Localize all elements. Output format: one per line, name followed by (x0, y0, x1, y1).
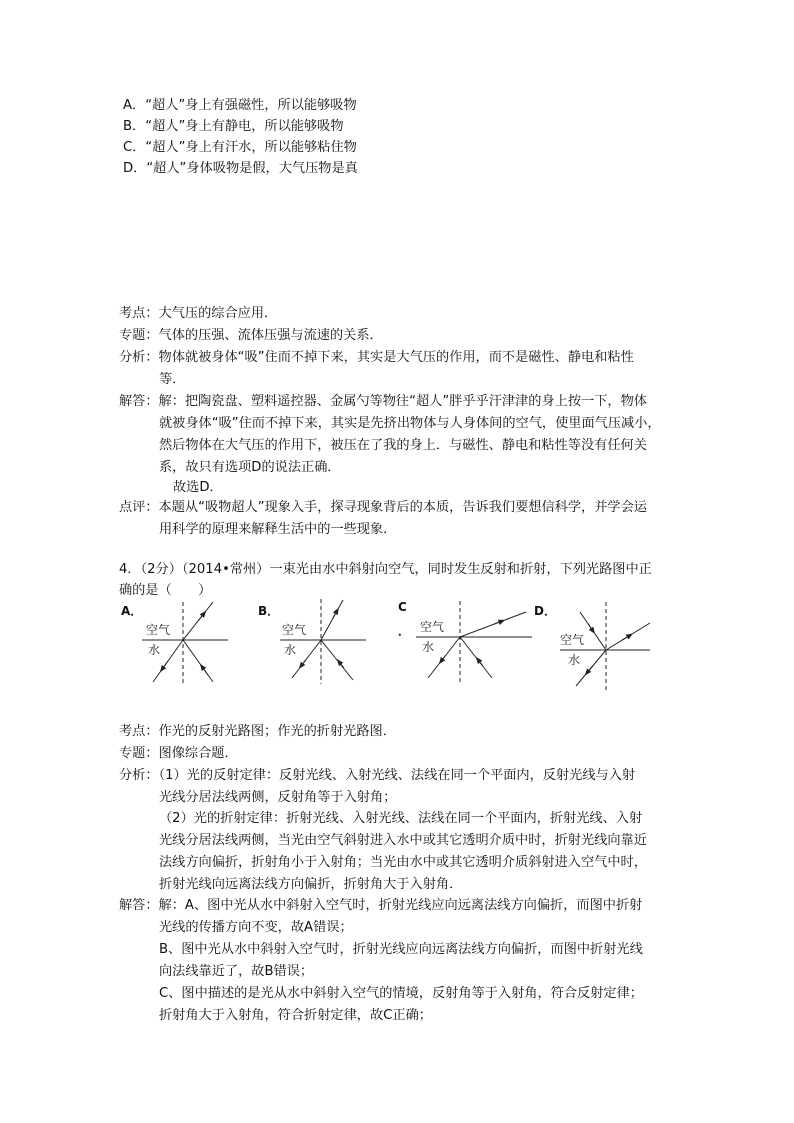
q3-jieda-line4: 系，故只有选项D的说法正确． (159, 460, 341, 475)
diagram-b-label: B． (258, 604, 280, 618)
air-label: 空气 (420, 620, 445, 634)
q4-fenxi-line3: （2）光的折射定律：折射光线、入射光线、法线在同一个平面内，折射光线、入射 (159, 811, 643, 826)
reflected-ray (292, 640, 321, 678)
incident-arrow (478, 660, 483, 666)
incident-ray (321, 640, 353, 680)
incident-arrow (202, 667, 208, 675)
refracted-ray (460, 612, 526, 637)
q4-stem-line1: 4．（2分）（2014•常州）一束光由水中斜射向空气，同时发生反射和折射，下列光路图中正 (119, 562, 652, 577)
air-label: 空气 (560, 633, 585, 647)
diagram-c-dot: ． (398, 624, 411, 638)
diagram-d (558, 598, 658, 694)
q3-answer: 故选D． (173, 480, 223, 495)
q4-fenxi-line4: 光线分居法线两侧，当光由空气斜射进入水中或其它透明介质中时，折射光线向靠近 (159, 833, 647, 848)
refracted-arrow (494, 621, 502, 624)
q4-jieda-line6: 折射角大于入射角，符合折射定律，故C正确； (159, 1008, 432, 1023)
water-label: 水 (422, 640, 435, 654)
q3-fenxi-line1: 分析：物体就被身体“吸”住而不掉下来，其实是大气压的作用，而不是磁性、静电和粘性 (119, 350, 634, 365)
q4-stem-line2: 确的是（ ） (119, 583, 212, 598)
q3-option-b: B．“超人”身上有静电，所以能够吸物 (123, 119, 344, 134)
q3-fenxi-line2: 等． (159, 372, 186, 387)
refracted-ray (321, 600, 343, 640)
diagram-c-label: C (398, 600, 407, 614)
diagram-c (414, 600, 534, 685)
refracted-arrow (333, 611, 337, 618)
refracted-arrow (198, 613, 204, 621)
diagram-d-label: D． (534, 604, 556, 618)
incident-ray (460, 637, 492, 678)
q4-jieda-line2: 光线的传播方向不变，故A错误； (159, 920, 353, 935)
reflected-arrow (622, 635, 630, 640)
refracted-arrow (587, 666, 593, 673)
q4-jieda-line4: 向法线靠近了，故B错误； (159, 964, 314, 979)
q3-option-c: C．“超人”身上有汗水，所以能够粘住物 (123, 140, 357, 155)
q3-jieda-line2: 就被身体“吸”住而不掉下来，其实是先挤出物体与人身体间的空气，使里面气压减小， (159, 416, 661, 431)
reflected-arrow (441, 655, 446, 661)
diagram-a (140, 600, 235, 685)
q3-dianping-line2: 用科学的原理来解释生活中的一些现象． (159, 522, 397, 537)
incident-arrow (339, 662, 344, 668)
q3-zhuanti: 专题：气体的压强、流体压强与流速的关系． (119, 328, 383, 343)
q3-dianping-line1: 点评：本题从“吸物超人”现象入手，探寻现象背后的本质，告诉我们要想信科学，并学会运 (119, 500, 647, 515)
q3-jieda-line3: 然后物体在大气压的作用下，被压在了我的身上．与磁性、静电和粘性等没有任何关 (159, 438, 647, 453)
water-label: 水 (284, 643, 297, 657)
air-label: 空气 (146, 623, 171, 637)
q4-jieda-line1: 解答：解：A、图中光从水中斜射入空气时，折射光线应向远离法线方向偏折，而图中折射 (119, 898, 643, 913)
q4-jieda-line3: B、图中光从水中斜射入空气时，折射光线应向远离法线方向偏折，而图中折射光线 (159, 942, 643, 957)
q3-option-d: D．“超人”身体吸物是假，大气压物是真 (123, 161, 358, 176)
q3-kaodian: 考点：大气压的综合应用． (119, 306, 278, 321)
incident-ray (183, 640, 213, 682)
reflected-arrow (162, 661, 168, 669)
q4-fenxi-line2: 光线分居法线两侧，反射角等于入射角； (159, 790, 397, 805)
diagram-a-label: A． (121, 604, 143, 618)
q4-kaodian: 考点：作光的反射光路图；作光的折射光路图． (119, 724, 396, 739)
diagram-b (278, 596, 373, 686)
q3-jieda-line1: 解答：解：把陶瓷盘、塑料遥控器、金属勺等物往“超人”胖乎乎汗津津的身上按一下，物体 (119, 394, 647, 409)
incident-arrow (588, 624, 593, 631)
q4-fenxi-line5: 法线方向偏折，折射角小于入射角；当光由水中或其它透明介质斜射进入空气中时， (159, 855, 647, 870)
q4-zhuanti: 专题：图像综合题． (119, 746, 238, 761)
water-label: 水 (568, 653, 581, 667)
q4-fenxi-line6: 折射光线向远离法线方向偏折，折射角大于入射角． (159, 877, 463, 892)
water-label: 水 (148, 643, 161, 657)
reflected-arrow (301, 660, 306, 667)
q3-option-a: A．“超人”身上有强磁性，所以能够吸物 (123, 98, 357, 113)
air-label: 空气 (282, 623, 307, 637)
q4-fenxi-line1: 分析：（1）光的反射定律：反射光线、入射光线、法线在同一个平面内，反射光线与入射 (119, 768, 636, 783)
q4-jieda-line5: C、图中描述的是光从水中斜射入空气的情境，反射角等于入射角，符合反射定律； (159, 986, 643, 1001)
